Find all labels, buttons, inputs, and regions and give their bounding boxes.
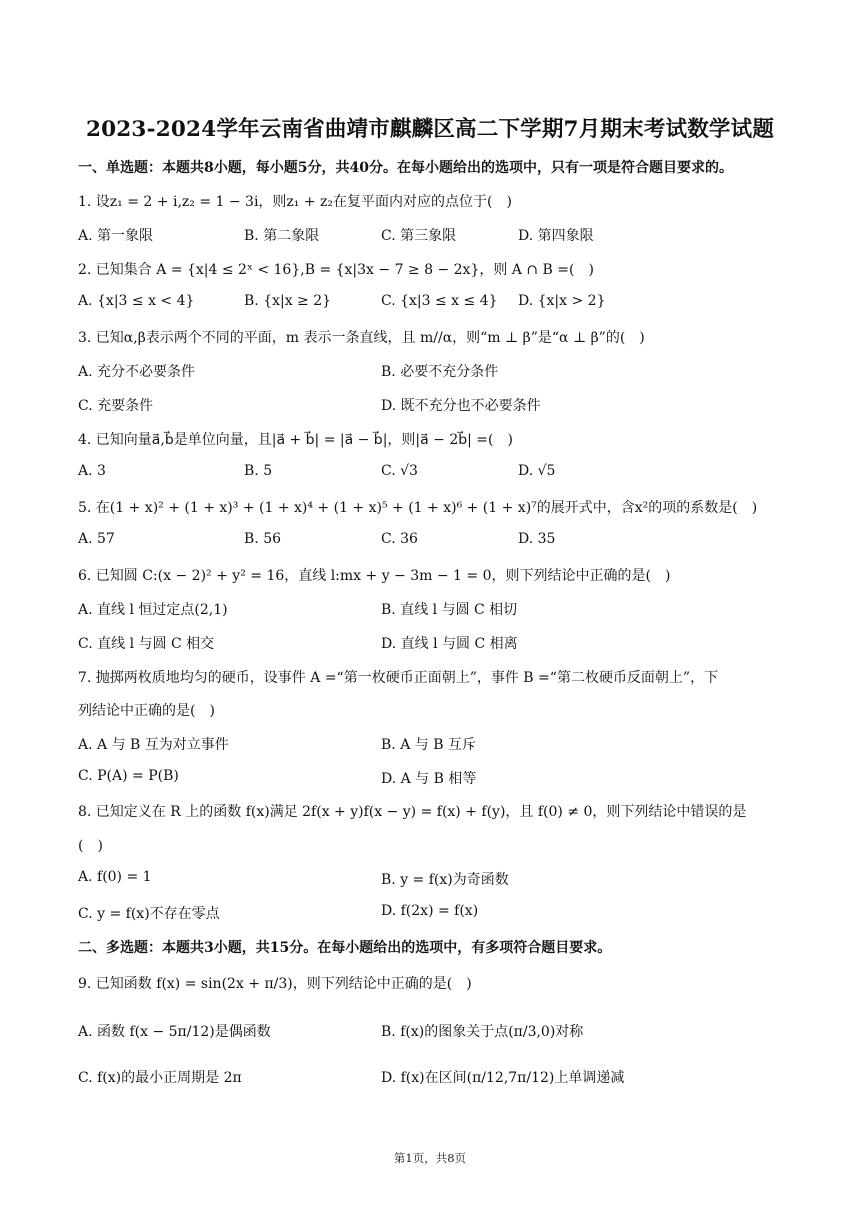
- question-5-option-a: A. 57: [78, 531, 115, 547]
- question-3-option-a: A. 充分不必要条件: [78, 364, 196, 380]
- question-1-option-c: C. 第三象限: [381, 228, 457, 244]
- question-8-option-d: D. f(2x) = f(x): [381, 903, 479, 919]
- question-1-option-a: A. 第一象限: [78, 228, 154, 244]
- question-3-option-b: B. 必要不充分条件: [381, 364, 499, 380]
- question-2-option-d: D. {x|x > 2}: [518, 293, 606, 309]
- question-1-option-b: B. 第二象限: [244, 228, 320, 244]
- question-7-option-a: A. A 与 B 互为对立事件: [78, 737, 229, 753]
- question-9-option-d: D. f(x)在区间(π/12,7π/12)上单调递减: [381, 1070, 625, 1086]
- question-8-stem-line-2: ( ): [78, 838, 103, 854]
- question-4-option-b: B. 5: [244, 463, 273, 479]
- question-2-stem: 2. 已知集合 A = {x|4 ≤ 2ˣ < 16},B = {x|3x − 7 ≥ 8 − 2x}，则 A ∩ B =( ): [78, 262, 594, 278]
- question-4-option-d: D. √5: [518, 463, 556, 479]
- question-2-option-a: A. {x|3 ≤ x < 4}: [78, 293, 195, 309]
- question-6-stem: 6. 已知圆 C:(x − 2)² + y² = 16，直线 l:mx + y − 3m − 1 = 0，则下列结论中正确的是( ): [78, 568, 671, 584]
- question-7-stem-line-2: 列结论中正确的是( ): [78, 703, 215, 719]
- question-5-option-b: B. 56: [244, 531, 282, 547]
- question-7-stem-line-1: 7. 抛掷两枚质地均匀的硬币，设事件 A =“第一枚硬币正面朝上”，事件 B =“第二枚硬币反面朝上”，下: [78, 670, 719, 686]
- question-6-option-d: D. 直线 l 与圆 C 相离: [381, 636, 518, 652]
- question-7-option-c: C. P(A) = P(B): [78, 768, 179, 784]
- question-8-option-c: C. y = f(x)不存在零点: [78, 906, 220, 922]
- question-4-option-c: C. √3: [381, 463, 418, 479]
- question-6-option-b: B. 直线 l 与圆 C 相切: [381, 602, 518, 618]
- question-3-option-c: C. 充要条件: [78, 398, 154, 414]
- page-number-footer: 第1页，共8页: [393, 1151, 467, 1165]
- question-9-stem: 9. 已知函数 f(x) = sin(2x + π/3)，则下列结论中正确的是( ): [78, 976, 472, 992]
- question-1-option-d: D. 第四象限: [518, 228, 594, 244]
- question-9-option-a: A. 函数 f(x − 5π/12)是偶函数: [78, 1024, 271, 1040]
- question-4-stem: 4. 已知向量a⃗,b⃗是单位向量，且|a⃗ + b⃗| = |a⃗ − b⃗|，则|a⃗ − 2b⃗| =( ): [78, 432, 513, 448]
- question-8-stem-line-1: 8. 已知定义在 R 上的函数 f(x)满足 2f(x + y)f(x − y) = f(x) + f(y)，且 f(0) ≠ 0，则下列结论中错误的是: [78, 804, 747, 820]
- question-1-stem: 1. 设z₁ = 2 + i,z₂ = 1 − 3i，则z₁ + z₂在复平面内对应的点位于( ): [78, 194, 512, 210]
- question-8-option-b: B. y = f(x)为奇函数: [381, 872, 509, 888]
- question-7-option-b: B. A 与 B 互斥: [381, 737, 476, 753]
- question-5-stem: 5. 在(1 + x)² + (1 + x)³ + (1 + x)⁴ + (1 + x)⁵ + (1 + x)⁶ + (1 + x)⁷的展开式中，含x²的项的系数是( ): [78, 500, 758, 516]
- section-heading-single-choice: 一、单选题：本题共8小题，每小题5分，共40分。在每小题给出的选项中，只有一项是符合题目要求的。: [78, 160, 733, 176]
- question-5-option-c: C. 36: [381, 531, 418, 547]
- question-9-option-c: C. f(x)的最小正周期是 2π: [78, 1070, 242, 1086]
- page-title: 2023-2024学年云南省曲靖市麒麟区高二下学期7月期末考试数学试题: [85, 117, 775, 142]
- question-2-option-b: B. {x|x ≥ 2}: [244, 293, 332, 309]
- question-6-option-a: A. 直线 l 恒过定点(2,1): [78, 602, 228, 618]
- question-7-option-d: D. A 与 B 相等: [381, 771, 477, 787]
- question-8-option-a: A. f(0) = 1: [78, 869, 152, 885]
- question-9-option-b: B. f(x)的图象关于点(π/3,0)对称: [381, 1024, 584, 1040]
- question-3-stem: 3. 已知α,β表示两个不同的平面，m 表示一条直线，且 m//α，则“m ⊥ β”是“α ⊥ β”的( ): [78, 330, 645, 346]
- question-3-option-d: D. 既不充分也不必要条件: [381, 398, 541, 414]
- question-5-option-d: D. 35: [518, 531, 556, 547]
- question-6-option-c: C. 直线 l 与圆 C 相交: [78, 636, 215, 652]
- section-heading-multiple-choice: 二、多选题：本题共3小题，共15分。在每小题给出的选项中，有多项符合题目要求。: [78, 940, 612, 956]
- question-4-option-a: A. 3: [78, 463, 106, 479]
- question-2-option-c: C. {x|3 ≤ x ≤ 4}: [381, 293, 498, 309]
